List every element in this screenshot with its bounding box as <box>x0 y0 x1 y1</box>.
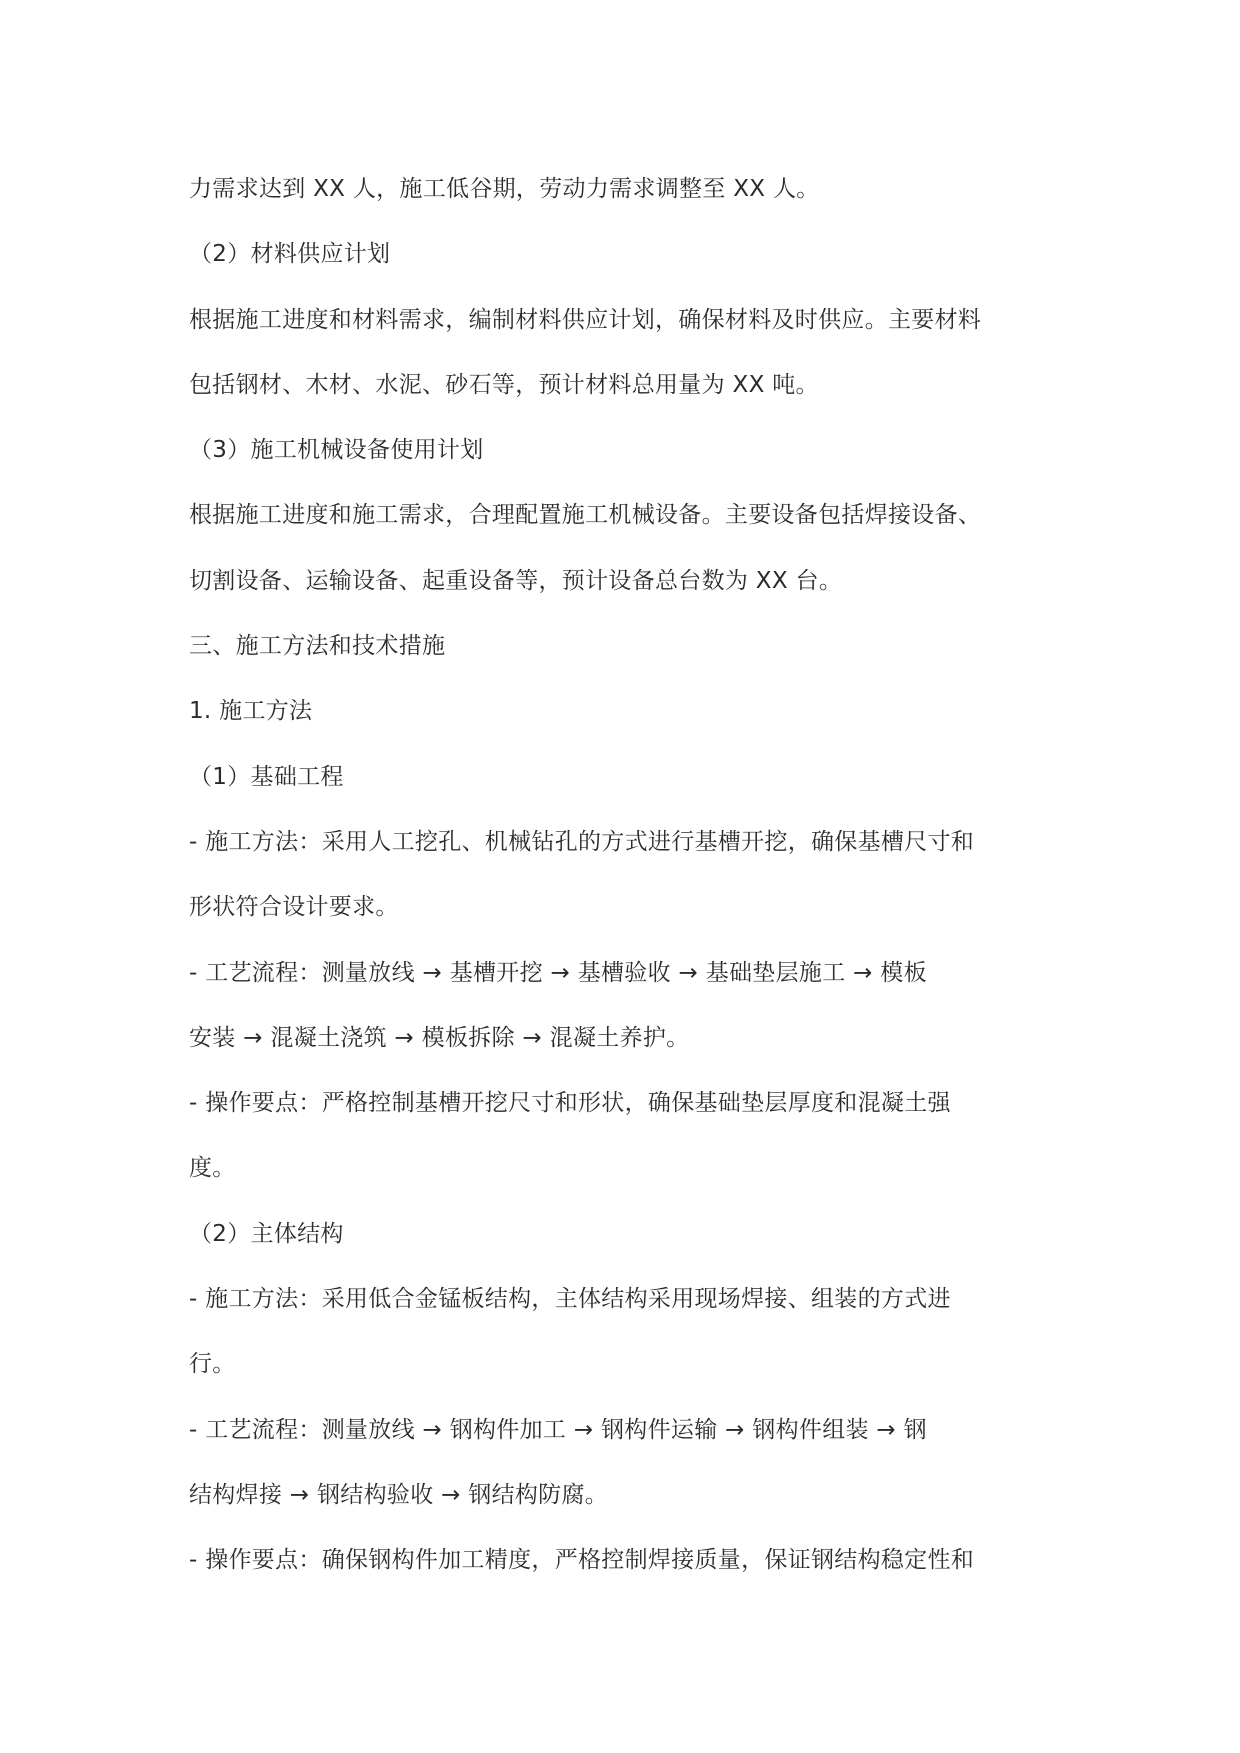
text-line: 力需求达到 XX 人，施工低谷期，劳动力需求调整至 XX 人。 <box>189 176 820 202</box>
text-line: 根据施工进度和施工需求，合理配置施工机械设备。主要设备包括焊接设备、 <box>189 502 982 529</box>
list-item: - 操作要点：严格控制基槽开挖尺寸和形状，确保基础垫层厚度和混凝土强 <box>189 1090 951 1117</box>
text-line: 切割设备、运输设备、起重设备等，预计设备总台数为 XX 台。 <box>189 567 843 594</box>
list-item: - 操作要点：确保钢构件加工精度，严格控制焊接质量，保证钢结构稳定性和 <box>189 1547 975 1574</box>
document-body <box>189 157 1049 1594</box>
section-heading: 三、施工方法和技术措施 <box>189 633 446 660</box>
subheading-foundation-works: （1）基础工程 <box>189 763 344 790</box>
subheading-equipment-plan: （3）施工机械设备使用计划 <box>189 437 484 464</box>
text-line: 包括钢材、木材、水泥、砂石等，预计材料总用量为 XX 吨。 <box>189 371 819 398</box>
list-item: - 工艺流程：测量放线 → 钢构件加工 → 钢构件运输 → 钢构件组装 → 钢 <box>189 1416 927 1443</box>
list-item: - 施工方法：采用低合金锰板结构，主体结构采用现场焊接、组装的方式进 <box>189 1286 951 1313</box>
list-item: - 施工方法：采用人工挖孔、机械钻孔的方式进行基槽开挖，确保基槽尺寸和 <box>189 828 975 855</box>
list-item: - 工艺流程：测量放线 → 基槽开挖 → 基槽验收 → 基础垫层施工 → 模板 <box>189 959 927 986</box>
text-line: 度。 <box>189 1155 236 1182</box>
text-line: 安装 → 混凝土浇筑 → 模板拆除 → 混凝土养护。 <box>189 1024 690 1051</box>
subheading-main-structure: （2）主体结构 <box>189 1220 344 1247</box>
subheading-material-supply-plan: （2）材料供应计划 <box>189 241 391 268</box>
text-line: 形状符合设计要求。 <box>189 894 399 921</box>
subsection-heading: 1. 施工方法 <box>189 698 313 725</box>
text-line: 行。 <box>189 1351 236 1378</box>
text-line: 结构焊接 → 钢结构验收 → 钢结构防腐。 <box>189 1481 609 1508</box>
text-line: 根据施工进度和材料需求，编制材料供应计划，确保材料及时供应。主要材料 <box>189 306 982 333</box>
